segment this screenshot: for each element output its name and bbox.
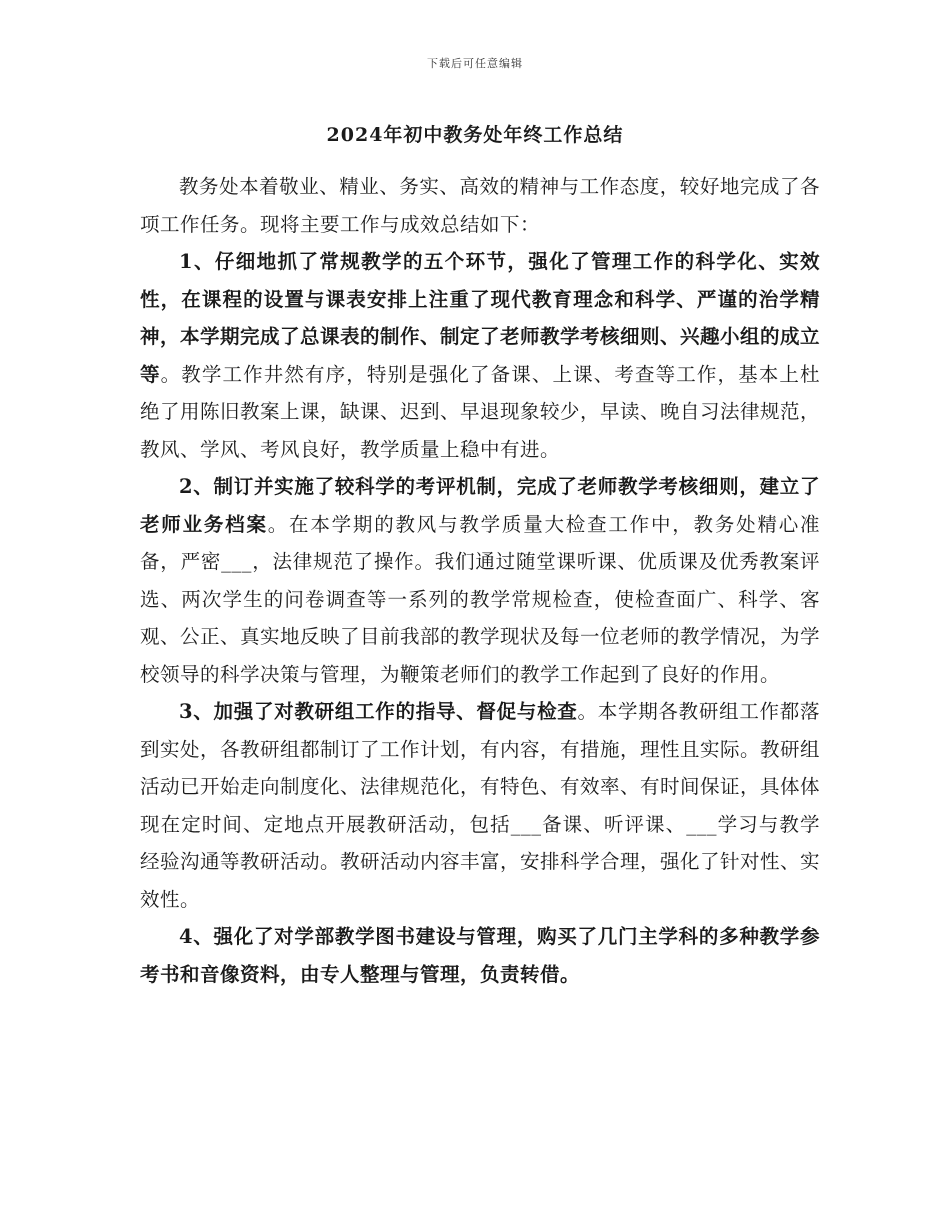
paragraph-text: 。在本学期的教风与教学质量大检查工作中，教务处精心准备，严密___，法律规范了操作。我们通过随堂课听课、优质课及优秀教案评选、两次学生的问卷调查等一系列的教学常规检查，使检查面广、科学、客观、公正、真实地反映了目前我部的教学现状及每一位老师的教学情况，为学校领导的科学决策与管理，为鞭策老师们的教学工作起到了良好的作用。 <box>140 512 821 686</box>
paragraph-item-4 <box>140 918 820 993</box>
paragraph-item-1 <box>140 243 820 468</box>
paragraph-item-3 <box>140 693 820 918</box>
paragraph-bold-lead: 4、强化了对学部教学图书建设与管理，购买了几门主学科的多种教学参考书和音像资料，由专人整理与管理，负责转借。 <box>140 925 820 986</box>
document-title: 2024年初中教务处年终工作总结 <box>326 124 624 146</box>
paragraph-bold-lead: 2、制订并实施了较科学的考评机制，完成了老师教学考核细则，建立了老师业务档案 <box>140 475 820 536</box>
paragraph-text: 。本学期各教研组工作都落到实处，各教研组都制订了工作计划，有内容，有措施，理性且实际。教研组活动已开始走向制度化、法律规范化，有特色、有效率、有时间保证，具体体现在定时间、定地点开展教研活动，包括___备课、听评课、___学习与教学经验沟通等教研活动。教研活动内容丰富，安排科学合理，强化了针对性、实效性。 <box>140 700 821 911</box>
paragraph-text: 教务处本着敬业、精业、务实、高效的精神与工作态度，较好地完成了各项工作任务。现将主要工作与成效总结如下： <box>140 175 820 236</box>
paragraph-bold-lead: 3、加强了对教研组工作的指导、督促与检查 <box>179 700 578 723</box>
paragraph-item-2 <box>140 468 820 693</box>
document-body <box>140 168 820 993</box>
paragraph-intro <box>140 168 820 243</box>
paragraph-text: 。教学工作井然有序，特别是强化了备课、上课、考查等工作，基本上杜绝了用陈旧教案上课，缺课、迟到、早退现象较少，早读、晚自习法律规范，教风、学风、考风良好，教学质量上稳中有进。 <box>140 362 821 461</box>
header-note: 下载后可任意编辑 <box>427 57 523 70</box>
paragraph-bold-lead: 1、仔细地抓了常规教学的五个环节，强化了管理工作的科学化、实效性，在课程的设置与课表安排上注重了现代教育理念和科学、严谨的治学精神，本学期完成了总课表的制作、制定了老师教学考核细则、兴趣小组的成立等 <box>140 250 821 386</box>
